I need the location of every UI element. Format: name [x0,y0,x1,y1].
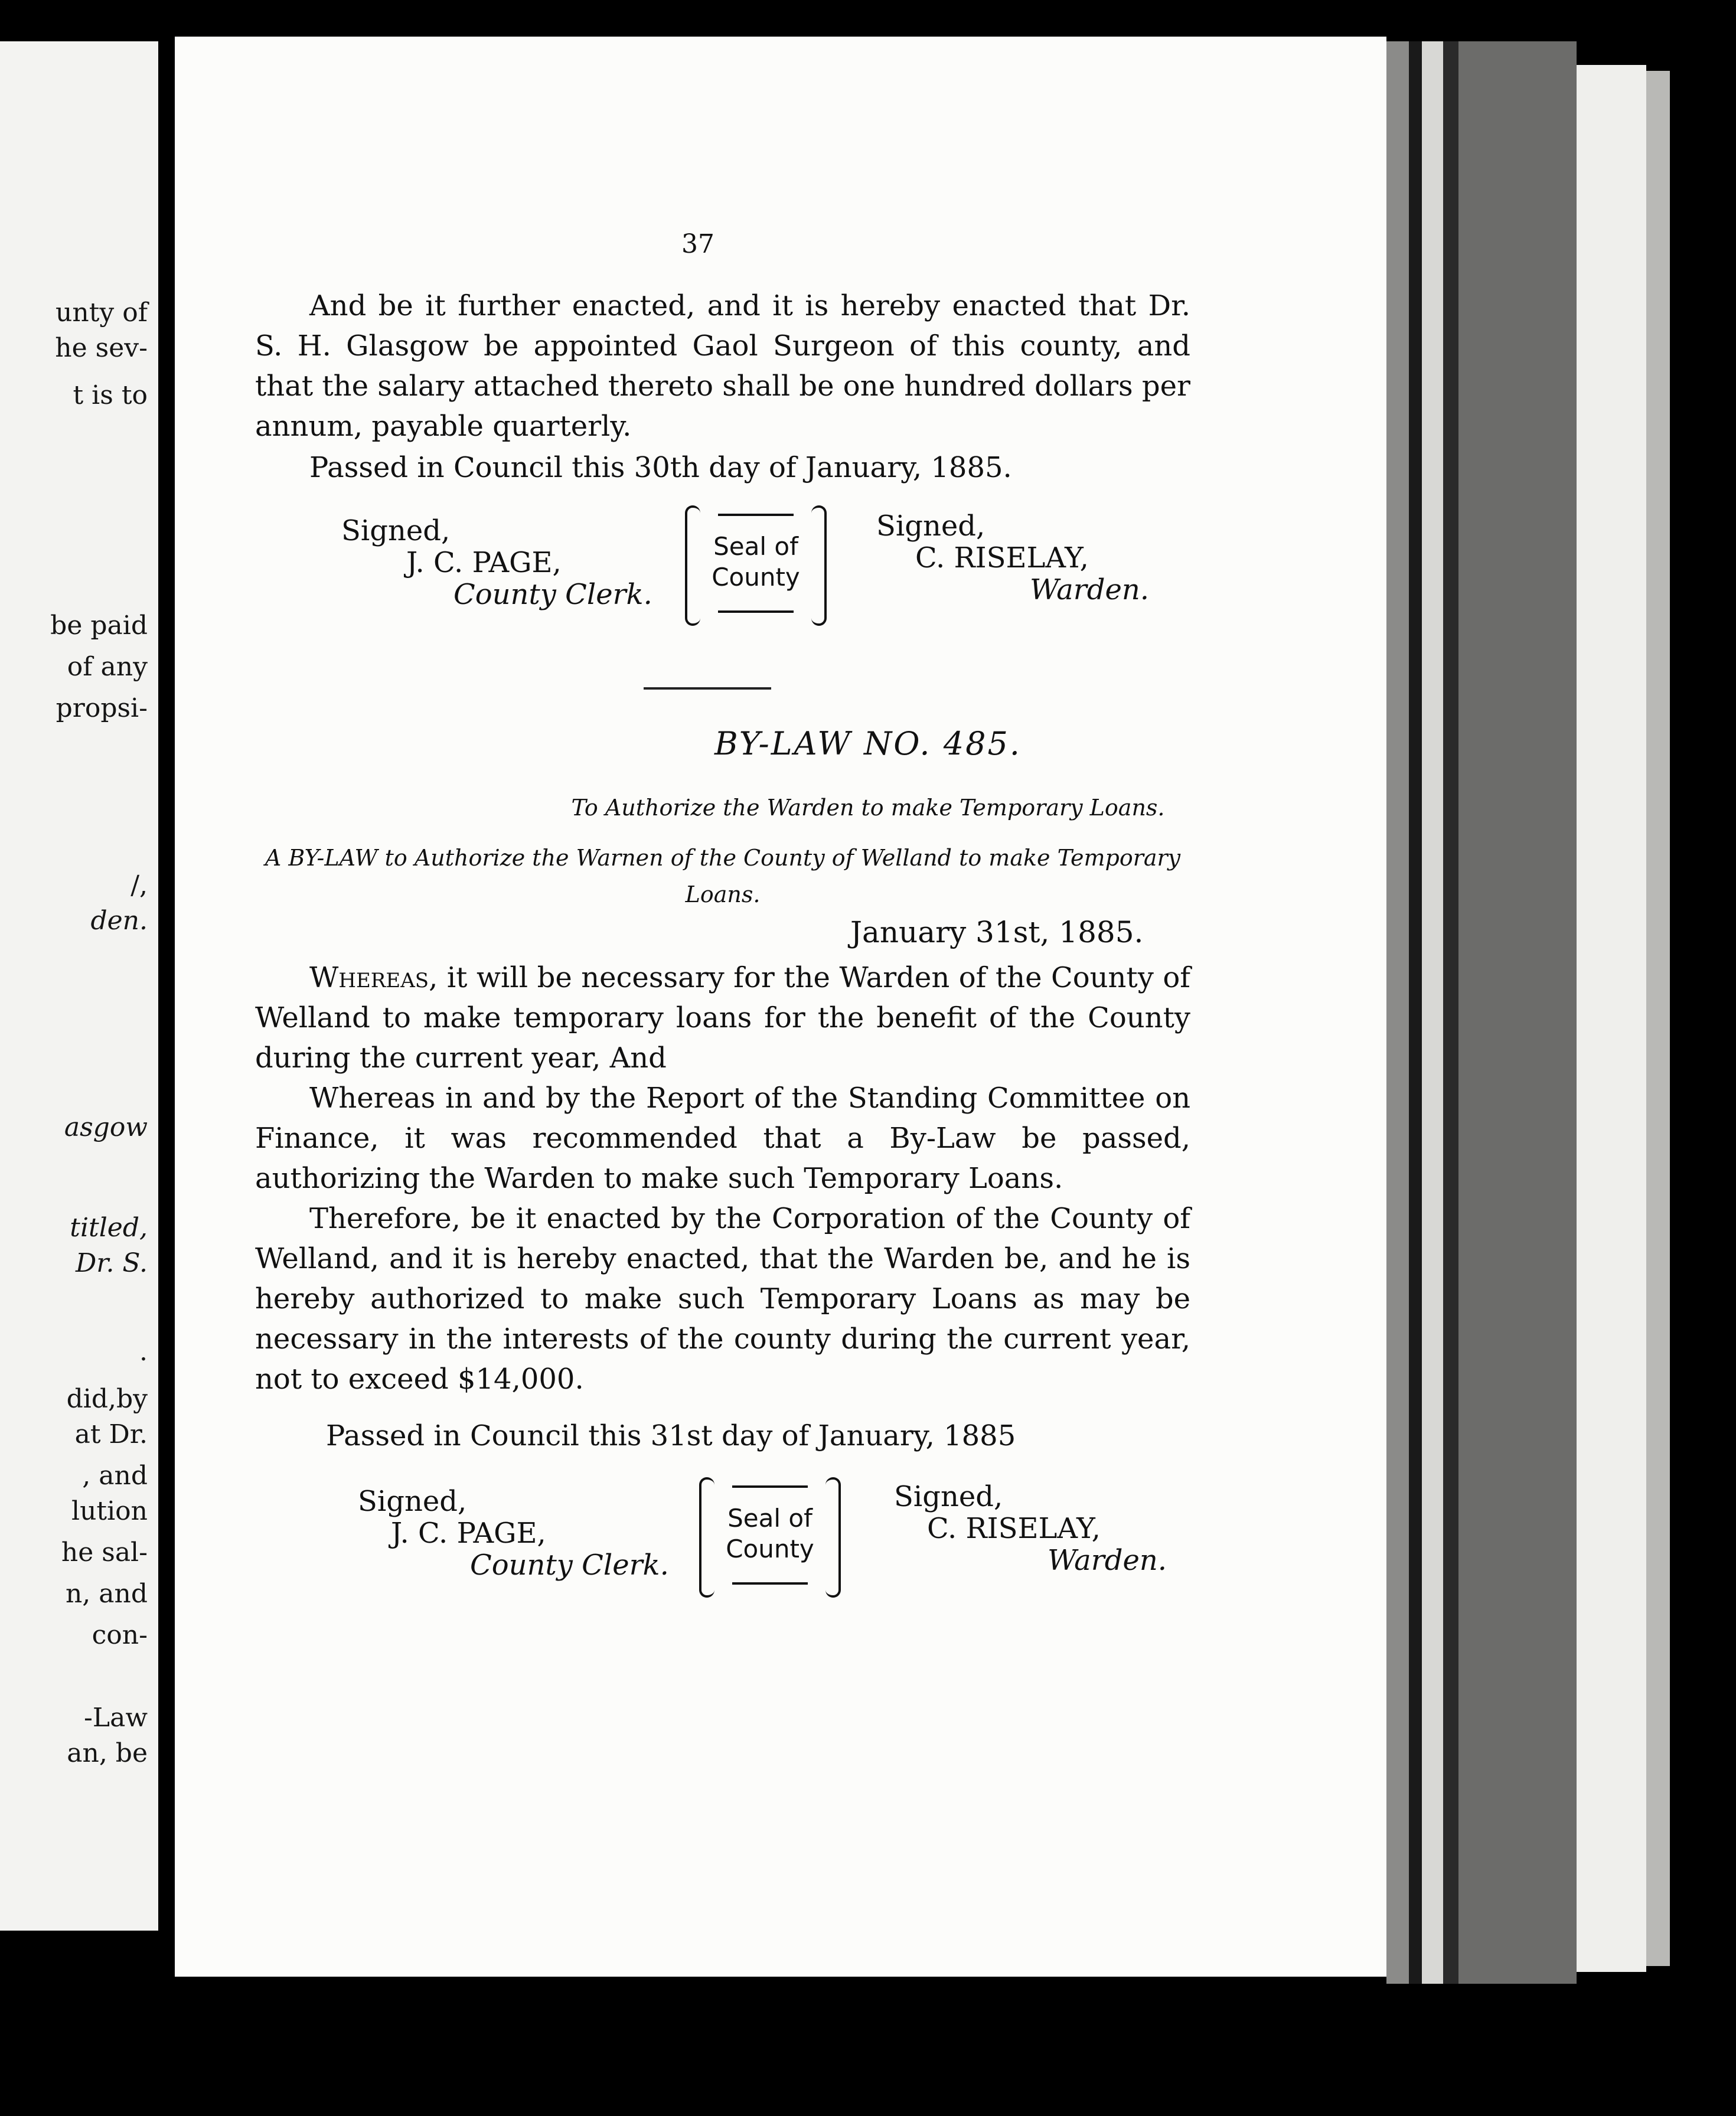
facing-page-text: den. [90,906,148,936]
section-divider [644,687,771,690]
facing-page-text: titled, [70,1213,148,1243]
warden-title: Warden. [1030,573,1150,606]
bylaw-title: BY-LAW NO. 485. [714,725,1022,762]
facing-page-text: he sal- [61,1537,148,1568]
passed-statement-1: Passed in Council this 30th day of January, 1885. [309,451,1012,484]
page-edge [1386,41,1409,1984]
whereas-text-1: , it will be necessary for the Warden of the County of Welland to make temporary loans for the benefit of the County during the current year, And [255,961,1190,1075]
county-seal-1 [685,505,827,621]
facing-page-text: t is to [73,380,148,410]
page-number: 37 [681,229,714,259]
page-edge [1422,41,1443,1984]
seal-line-2: County [726,1534,814,1563]
signed-label: Signed, [894,1480,1003,1513]
facing-page-text: of any [67,652,148,682]
facing-page-text: -Law [84,1703,148,1733]
seal-line-1: Seal of [727,1504,812,1533]
bylaw-preamble: A BY-LAW to Authorize the Warnen of the County of Welland to make Temporary Loans. [265,845,1181,907]
facing-page-text: , and [82,1461,148,1491]
therefore-paragraph: Therefore, be it enacted by the Corporation of the County of Welland, and it is hereby enacted, that the Warden be, and he is hereby authorized to make such Temporary Loans as may be necessary in the interests of the county during the current year, not to exceed $14,000. [255,1202,1190,1396]
facing-page-text: be paid [50,610,148,641]
facing-page-text: con- [92,1620,148,1650]
facing-page-text: unty of [56,298,148,328]
page-edge [1646,71,1670,1966]
clerk-name: J. C. PAGE, [406,546,562,579]
signature-right-1 [876,510,1149,606]
bylaw-body [255,958,1190,1399]
facing-page-text: /, [130,870,148,900]
signature-left-2 [358,1485,669,1581]
signed-label: Signed, [358,1485,467,1518]
facing-page-text: . [139,1337,148,1367]
facing-page-text: propsi- [56,693,148,723]
signature-right-2 [894,1481,1167,1576]
facing-page-text: asgow [64,1112,148,1142]
warden-name: C. RISELAY, [927,1512,1101,1545]
whereas-paragraph-1 [255,958,1190,1078]
facing-page-text: an, be [67,1738,148,1768]
facing-page-text: he sev- [55,333,148,363]
page-edge [1458,41,1577,1984]
page-edge [1577,65,1646,1972]
seal-line-1: Seal of [713,532,798,561]
page-edge [1443,41,1458,1984]
whereas-paragraph-2: Whereas in and by the Report of the Standing Committee on Finance, it was recommended that a By-Law be passed, authorizing the Warden to make such Temporary Loans. [255,1082,1190,1195]
clerk-title: County Clerk. [470,1549,669,1582]
clerk-title: County Clerk. [453,578,652,611]
intro-paragraph-block [255,286,1190,446]
warden-name: C. RISELAY, [915,541,1089,574]
passed-statement-2: Passed in Council this 31st day of January, 1885 [326,1419,1016,1452]
facing-page-text: n, and [65,1579,148,1609]
warden-title: Warden. [1048,1544,1167,1577]
bylaw-subtitle: To Authorize the Warden to make Temporary Loans. [571,795,1165,821]
facing-page-text: Dr. S. [75,1248,148,1278]
signed-label: Signed, [876,510,986,543]
seal-line-2: County [712,563,800,592]
intro-paragraph: And be it further enacted, and it is hereby enacted that Dr. S. H. Glasgow be appointed Gaol Surgeon of this county, and that the salary attached thereto shall be one hundred dollars per annum, payable quarterly. [255,289,1190,443]
book-gutter [158,0,176,2116]
facing-page-text: did,by [66,1384,148,1414]
bylaw-date: January 31st, 1885. [850,915,1144,949]
facing-page-text: lution [71,1496,148,1526]
facing-page-fragment [0,41,158,1931]
page-edge [1409,41,1422,1984]
signature-left-1 [341,515,652,610]
facing-page-text: at Dr. [74,1419,148,1449]
clerk-name: J. C. PAGE, [391,1517,546,1550]
whereas-lead-word: Whereas [309,961,429,994]
county-seal-2 [699,1477,841,1593]
signed-label: Signed, [341,514,451,547]
